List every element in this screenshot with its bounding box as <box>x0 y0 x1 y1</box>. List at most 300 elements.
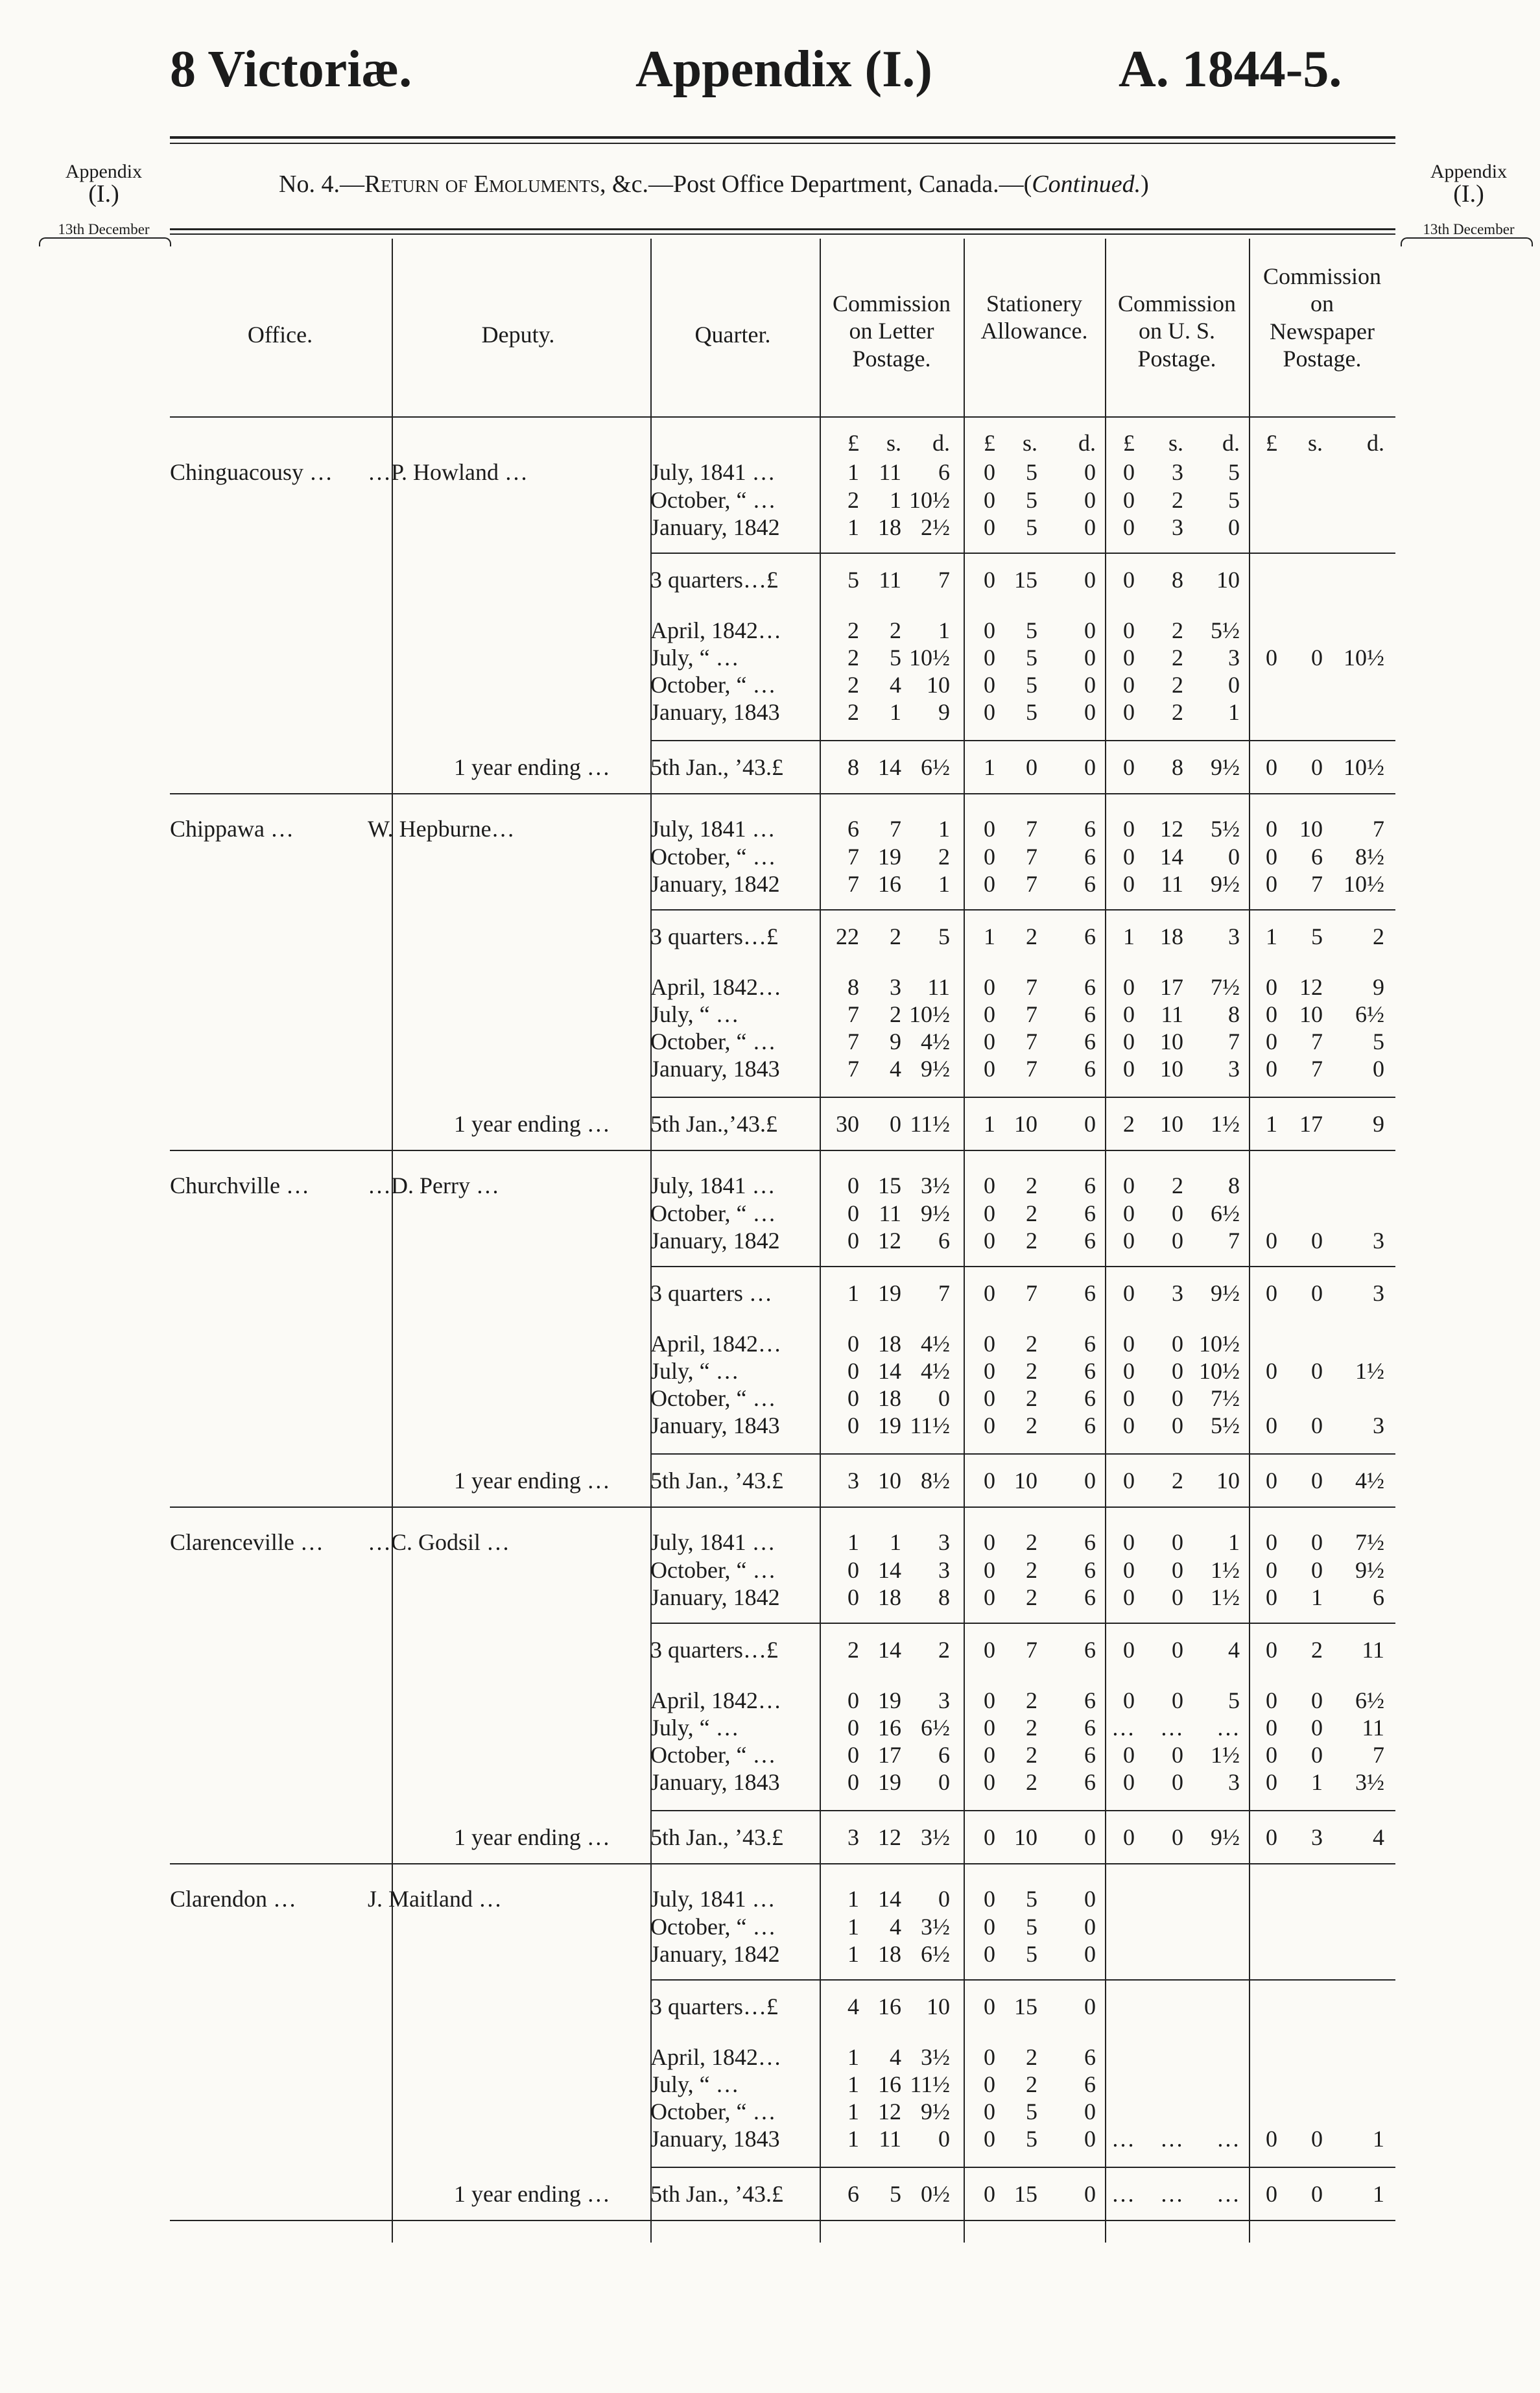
quarter-label: July, “ … <box>650 2071 739 2097</box>
quarter-label: 3 quarters…£ <box>650 1994 778 2019</box>
amount-cell: 10 <box>1299 816 1323 842</box>
amount-cell: 0 <box>984 1029 995 1054</box>
amount-cell: 0 <box>1311 1412 1323 1438</box>
col-header-line: Postage. <box>852 345 931 372</box>
amount-cell: 0 <box>1084 487 1096 513</box>
amount-cell: 0 <box>1266 1637 1277 1663</box>
col-header-line: Newspaper <box>1270 318 1375 344</box>
amount-cell: 0 <box>1311 1280 1323 1306</box>
amount-cell: 5 <box>1026 1941 1037 1967</box>
amount-cell: 1 <box>1311 1769 1323 1795</box>
amount-cell: 1 <box>938 871 950 897</box>
amount-cell: 0 <box>984 1687 995 1713</box>
amount-cell: 5 <box>1373 1029 1384 1054</box>
deputy-name: J. Maitland … <box>368 1886 502 1912</box>
unit-label: d. <box>932 430 950 456</box>
side-note-date: 13th December <box>58 221 150 237</box>
amount-cell: 2 <box>1026 1584 1037 1610</box>
amount-cell: 0 <box>984 1173 995 1198</box>
amount-cell: 6 <box>1084 1385 1096 1411</box>
amount-cell: 9 <box>938 699 950 725</box>
amount-cell: 9½ <box>1355 1557 1384 1583</box>
header-rule-1 <box>170 136 1395 139</box>
col-stationery-header <box>964 290 1105 345</box>
amount-cell: 0 <box>847 1412 859 1438</box>
amount-cell: 0 <box>984 1385 995 1411</box>
amount-cell: 0 <box>1172 1742 1183 1768</box>
amount-cell: 0 <box>1266 1584 1277 1610</box>
amount-cell: 5½ <box>1211 816 1240 842</box>
amount-cell: 11 <box>879 2126 901 2152</box>
amount-cell: 7 <box>847 871 859 897</box>
unit-label: d. <box>1078 430 1096 456</box>
amount-cell: 0 <box>1026 754 1037 780</box>
caption-title: Return of Emoluments <box>364 171 600 198</box>
quarter-label: July, “ … <box>650 1358 739 1384</box>
amount-cell: 0 <box>1266 1687 1277 1713</box>
amount-cell: 1½ <box>1355 1358 1384 1384</box>
amount-cell: 0 <box>1172 1584 1183 1610</box>
amount-cell: 1½ <box>1211 1584 1240 1610</box>
quarter-label: July, 1841 … <box>650 1529 776 1555</box>
amount-cell: 0 <box>984 1331 995 1357</box>
amount-cell: 7 <box>1026 1001 1037 1027</box>
year-ending-label: 1 year ending … <box>454 1468 610 1494</box>
amount-cell: 6 <box>1084 1715 1096 1741</box>
amount-cell: 0 <box>847 1385 859 1411</box>
amount-cell: 1 <box>938 617 950 643</box>
amount-cell: 0 <box>984 514 995 540</box>
amount-cell: 0 <box>984 1280 995 1306</box>
amount-cell: 4½ <box>921 1331 950 1357</box>
amount-cell: 5 <box>1228 487 1240 513</box>
amount-cell: 0 <box>984 1529 995 1555</box>
amount-cell: 1 <box>890 1529 901 1555</box>
amount-cell: 1 <box>1266 1111 1277 1137</box>
amount-cell: 6 <box>1084 1637 1096 1663</box>
amount-cell: 8 <box>847 974 859 1000</box>
amount-cell: 15 <box>1014 2181 1037 2207</box>
amount-cell: 11½ <box>910 1111 950 1137</box>
amount-cell: 2 <box>890 1001 901 1027</box>
amount-cell: 8 <box>1172 567 1183 593</box>
col-header-line: Commission <box>1117 291 1237 316</box>
amount-cell: 0 <box>1084 1468 1096 1494</box>
amount-cell: 14 <box>1160 844 1183 870</box>
amount-cell: 0 <box>1123 645 1135 671</box>
amount-cell: 0 <box>984 2181 995 2207</box>
amount-cell: 17 <box>878 1742 901 1768</box>
amount-cell: 5½ <box>1211 1412 1240 1438</box>
amount-cell: 10½ <box>909 487 950 513</box>
amount-cell: 0 <box>938 1385 950 1411</box>
amount-cell: 17 <box>1299 1111 1323 1137</box>
amount-cell: 0 <box>1172 1228 1183 1254</box>
amount-cell: 0 <box>1228 514 1240 540</box>
amount-cell: 11 <box>1362 1715 1384 1741</box>
amount-cell: 1 <box>847 514 859 540</box>
amount-cell: 6 <box>1373 1584 1384 1610</box>
amount-cell: 7 <box>847 1029 859 1054</box>
amount-cell: 0 <box>1123 754 1135 780</box>
caption-rule-1 <box>170 228 1395 230</box>
office-separator-rule <box>170 2220 1395 2221</box>
amount-cell: 1½ <box>1211 1557 1240 1583</box>
amount-cell: 6 <box>1084 1001 1096 1027</box>
col-office-header: Office. <box>247 322 313 348</box>
amount-cell: 1 <box>984 754 995 780</box>
amount-cell: 3 <box>938 1687 950 1713</box>
amount-cell: 0 <box>1123 816 1135 842</box>
amount-cell: 1 <box>847 1941 859 1967</box>
amount-cell: 0 <box>1084 754 1096 780</box>
unit-label: £ <box>1266 430 1277 456</box>
quarter-label: January, 1842 <box>650 1228 780 1254</box>
amount-cell: 9½ <box>921 1200 950 1226</box>
col-header-line: Postage. <box>1283 346 1362 372</box>
col-header-line: Commission <box>832 291 951 316</box>
unit-label: d. <box>1222 430 1240 456</box>
amount-cell: 6 <box>1084 871 1096 897</box>
quarter-label: 5th Jan., ’43.£ <box>650 2181 783 2207</box>
year-ending-label: 1 year ending … <box>454 1824 610 1850</box>
amount-cell: 0 <box>1311 645 1323 671</box>
amount-cell: 0 <box>1311 1468 1323 1494</box>
amount-cell: 6 <box>1084 1358 1096 1384</box>
amount-cell: 6 <box>1084 1584 1096 1610</box>
amount-cell: 3 <box>1172 514 1183 540</box>
amount-cell: … <box>1111 2181 1135 2207</box>
quarter-label: July, “ … <box>650 1715 739 1741</box>
amount-cell: 10 <box>927 672 950 698</box>
amount-cell: 3 <box>1172 459 1183 485</box>
amount-cell: 10 <box>1160 1111 1183 1137</box>
quarter-label: 5th Jan.,’43.£ <box>650 1111 777 1137</box>
subtotal-rule <box>650 1453 1395 1455</box>
amount-cell: 18 <box>878 1941 901 1967</box>
amount-cell: 1 <box>890 487 901 513</box>
amount-cell: 0 <box>1311 1358 1323 1384</box>
amount-cell: 1 <box>847 2071 859 2097</box>
amount-cell: 11 <box>927 974 950 1000</box>
amount-cell: 14 <box>878 1886 901 1912</box>
side-note-label: Appendix <box>65 161 143 182</box>
quarter-label: January, 1843 <box>650 1412 780 1438</box>
amount-cell: 3 <box>1373 1228 1384 1254</box>
amount-cell: 6½ <box>921 1941 950 1967</box>
amount-cell: 10½ <box>909 1001 950 1027</box>
amount-cell: 2 <box>1172 645 1183 671</box>
quarter-label: October, “ … <box>650 672 776 698</box>
amount-cell: 0 <box>1123 1584 1135 1610</box>
amount-cell: 2 <box>847 617 859 643</box>
amount-cell: 10 <box>1014 1111 1037 1137</box>
amount-cell: 0 <box>984 1200 995 1226</box>
col-quarter-header: Quarter. <box>694 322 771 348</box>
table-caption <box>279 170 1329 198</box>
amount-cell: 0 <box>1123 487 1135 513</box>
amount-cell: 16 <box>878 1715 901 1741</box>
amount-cell: 3½ <box>921 1173 950 1198</box>
amount-cell: 9½ <box>1211 871 1240 897</box>
amount-cell: 0 <box>1123 1637 1135 1663</box>
amount-cell: 3 <box>1228 1769 1240 1795</box>
year-ending-label: 1 year ending … <box>454 1111 610 1137</box>
amount-cell: 5 <box>1026 617 1037 643</box>
amount-cell: 0 <box>1084 2126 1096 2152</box>
amount-cell: 0 <box>1123 1001 1135 1027</box>
quarter-label: October, “ … <box>650 487 776 513</box>
amount-cell: 7 <box>1026 974 1037 1000</box>
subtotal-rule <box>650 1979 1395 1981</box>
amount-cell: 5½ <box>1211 617 1240 643</box>
amount-cell: 1 <box>1228 1529 1240 1555</box>
amount-cell: 3½ <box>921 1914 950 1940</box>
amount-cell: 1 <box>847 1886 859 1912</box>
amount-cell: 12 <box>878 1228 901 1254</box>
caption-rule-2 <box>170 233 1395 235</box>
amount-cell: 6 <box>1084 1173 1096 1198</box>
quarter-label: January, 1843 <box>650 1056 780 1082</box>
amount-cell: 2 <box>1172 1468 1183 1494</box>
amount-cell: 7 <box>1026 844 1037 870</box>
amount-cell: 12 <box>1160 816 1183 842</box>
amount-cell: 14 <box>878 1358 901 1384</box>
amount-cell: … <box>1160 2126 1183 2152</box>
amount-cell: 0 <box>984 1358 995 1384</box>
col-newspaper-header <box>1249 263 1395 373</box>
amount-cell: 2 <box>1026 1228 1037 1254</box>
col-header-line: on <box>1310 291 1334 317</box>
amount-cell: 0 <box>1172 1385 1183 1411</box>
amount-cell: … <box>1216 1715 1240 1741</box>
amount-cell: 2 <box>890 617 901 643</box>
amount-cell: 16 <box>878 871 901 897</box>
amount-cell: 19 <box>878 1280 901 1306</box>
amount-cell: 0 <box>1123 1029 1135 1054</box>
amount-cell: 0 <box>1123 1331 1135 1357</box>
quarter-label: January, 1842 <box>650 871 780 897</box>
amount-cell: 2 <box>1026 923 1037 949</box>
amount-cell: 0 <box>984 1056 995 1082</box>
amount-cell: 5 <box>1228 1687 1240 1713</box>
amount-cell: 0 <box>1266 816 1277 842</box>
amount-cell: 0 <box>1266 2181 1277 2207</box>
amount-cell: 22 <box>836 923 859 949</box>
amount-cell: 0 <box>984 699 995 725</box>
amount-cell: 8 <box>847 754 859 780</box>
amount-cell: 0 <box>1172 1529 1183 1555</box>
amount-cell: 9 <box>890 1029 901 1054</box>
amount-cell: 0 <box>1172 1412 1183 1438</box>
amount-cell: 2 <box>1026 1412 1037 1438</box>
amount-cell: 0 <box>847 1358 859 1384</box>
amount-cell: 0 <box>984 2099 995 2125</box>
amount-cell: 6 <box>1084 1228 1096 1254</box>
amount-cell: 4 <box>890 672 901 698</box>
amount-cell: 2 <box>847 699 859 725</box>
amount-cell: 9½ <box>1211 754 1240 780</box>
quarter-label: October, “ … <box>650 1742 776 1768</box>
amount-cell: 10½ <box>1344 754 1384 780</box>
amount-cell: 0 <box>1123 672 1135 698</box>
amount-cell: 7 <box>938 1280 950 1306</box>
amount-cell: 5 <box>1026 514 1037 540</box>
amount-cell: 1 <box>984 1111 995 1137</box>
amount-cell: 11 <box>1161 871 1183 897</box>
amount-cell: 0 <box>1266 974 1277 1000</box>
amount-cell: 3 <box>847 1824 859 1850</box>
amount-cell: 7 <box>1026 1637 1037 1663</box>
amount-cell: 0 <box>1084 1886 1096 1912</box>
amount-cell: 5 <box>1228 459 1240 485</box>
amount-cell: 5 <box>890 2181 901 2207</box>
quarter-label: October, “ … <box>650 1914 776 1940</box>
amount-cell: 5 <box>1026 699 1037 725</box>
amount-cell: 7 <box>1026 1029 1037 1054</box>
amount-cell: 5 <box>1026 672 1037 698</box>
amount-cell: 0 <box>1172 1637 1183 1663</box>
amount-cell: 0 <box>1266 645 1277 671</box>
amount-cell: 7 <box>1373 1742 1384 1768</box>
amount-cell: 0 <box>1084 1824 1096 1850</box>
amount-cell: 0 <box>847 1228 859 1254</box>
amount-cell: 2 <box>1172 617 1183 643</box>
amount-cell: 19 <box>878 844 901 870</box>
amount-cell: 3 <box>1228 1056 1240 1082</box>
amount-cell: 10½ <box>1199 1331 1240 1357</box>
amount-cell: 1 <box>1373 2181 1384 2207</box>
amount-cell: 1 <box>1266 923 1277 949</box>
amount-cell: 6 <box>1084 1056 1096 1082</box>
amount-cell: 2 <box>1026 1557 1037 1583</box>
amount-cell: 0 <box>984 1886 995 1912</box>
amount-cell: 4½ <box>921 1358 950 1384</box>
amount-cell: 6 <box>847 816 859 842</box>
amount-cell: 7 <box>1026 816 1037 842</box>
amount-cell: 0 <box>1311 1742 1323 1768</box>
office-separator-rule <box>170 1863 1395 1864</box>
amount-cell: … <box>1160 1715 1183 1741</box>
amount-cell: 7 <box>847 1056 859 1082</box>
amount-cell: 0 <box>1311 754 1323 780</box>
amount-cell: 0 <box>1123 1824 1135 1850</box>
amount-cell: 4 <box>847 1994 859 2019</box>
quarter-label: 5th Jan., ’43.£ <box>650 1824 783 1850</box>
header-center: Appendix (I.) <box>635 41 932 98</box>
unit-label: s. <box>1022 430 1037 456</box>
amount-cell: 0 <box>1266 1529 1277 1555</box>
amount-cell: 10 <box>878 1468 901 1494</box>
amount-cell: 0 <box>938 2126 950 2152</box>
amount-cell: 30 <box>836 1111 859 1137</box>
deputy-name: …P. Howland … <box>368 459 528 485</box>
amount-cell: 0 <box>1266 1715 1277 1741</box>
amount-cell: 9 <box>1373 974 1384 1000</box>
amount-cell: 0 <box>1084 1111 1096 1137</box>
amount-cell: 3 <box>1373 1412 1384 1438</box>
amount-cell: 0 <box>984 459 995 485</box>
amount-cell: 8½ <box>921 1468 950 1494</box>
amount-cell: 0 <box>1123 1557 1135 1583</box>
amount-cell: 2 <box>1172 672 1183 698</box>
amount-cell: 0 <box>1311 1557 1323 1583</box>
unit-label: d. <box>1367 430 1384 456</box>
amount-cell: 18 <box>1160 923 1183 949</box>
amount-cell: 0 <box>1311 1529 1323 1555</box>
amount-cell: 8½ <box>1355 844 1384 870</box>
header-bottom-rule <box>170 416 1395 418</box>
amount-cell: 2 <box>1026 1200 1037 1226</box>
amount-cell: 5 <box>938 923 950 949</box>
amount-cell: 6 <box>1084 1280 1096 1306</box>
quarter-label: January, 1843 <box>650 1769 780 1795</box>
amount-cell: 10 <box>1160 1056 1183 1082</box>
quarter-label: 5th Jan., ’43.£ <box>650 754 783 780</box>
quarter-label: October, “ … <box>650 1029 776 1054</box>
col-header-line: on Letter <box>849 318 934 344</box>
header-right: A. 1844-5. <box>1119 41 1342 98</box>
amount-cell: 6 <box>1084 2071 1096 2097</box>
amount-cell: 6½ <box>1355 1687 1384 1713</box>
amount-cell: 0 <box>1084 699 1096 725</box>
amount-cell: 6 <box>938 1742 950 1768</box>
amount-cell: 12 <box>878 1824 901 1850</box>
amount-cell: 11½ <box>910 1412 950 1438</box>
amount-cell: 5 <box>1026 645 1037 671</box>
amount-cell: 0 <box>1123 1056 1135 1082</box>
amount-cell: 7 <box>1373 816 1384 842</box>
amount-cell: 10 <box>927 1994 950 2019</box>
amount-cell: 9½ <box>921 2099 950 2125</box>
amount-cell: 1 <box>1311 1584 1323 1610</box>
subtotal-rule <box>650 1266 1395 1267</box>
amount-cell: 8 <box>1172 754 1183 780</box>
side-note-number: (I.) <box>88 180 119 208</box>
amount-cell: 0 <box>1311 2181 1323 2207</box>
amount-cell: 5 <box>1026 1914 1037 1940</box>
amount-cell: 0 <box>984 1715 995 1741</box>
amount-cell: 7 <box>847 844 859 870</box>
amount-cell: 0 <box>984 816 995 842</box>
deputy-name: …C. Godsil … <box>368 1529 510 1555</box>
amount-cell: 4 <box>1373 1824 1384 1850</box>
amount-cell: 0 <box>1123 617 1135 643</box>
amount-cell: 0 <box>1123 1412 1135 1438</box>
amount-cell: 14 <box>878 1557 901 1583</box>
amount-cell: 18 <box>878 1584 901 1610</box>
amount-cell: 0 <box>1123 1228 1135 1254</box>
amount-cell: 7 <box>938 567 950 593</box>
amount-cell: 7 <box>1311 1029 1323 1054</box>
amount-cell: 10 <box>1216 567 1240 593</box>
amount-cell: 1 <box>938 816 950 842</box>
amount-cell: 6 <box>1311 844 1323 870</box>
amount-cell: 0 <box>847 1769 859 1795</box>
caption-middle: , &c.—Post Office Department, Canada.—( <box>600 171 1032 198</box>
amount-cell: 10½ <box>1199 1358 1240 1384</box>
amount-cell: 0 <box>984 1584 995 1610</box>
amount-cell: 19 <box>878 1412 901 1438</box>
amount-cell: 0 <box>1172 1358 1183 1384</box>
amount-cell: 0 <box>1084 567 1096 593</box>
subtotal-rule <box>650 1623 1395 1624</box>
amount-cell: 0 <box>847 1331 859 1357</box>
subtotal-rule <box>650 2167 1395 2168</box>
amount-cell: 7 <box>1228 1228 1240 1254</box>
amount-cell: 0 <box>1084 514 1096 540</box>
amount-cell: 0 <box>1123 1385 1135 1411</box>
